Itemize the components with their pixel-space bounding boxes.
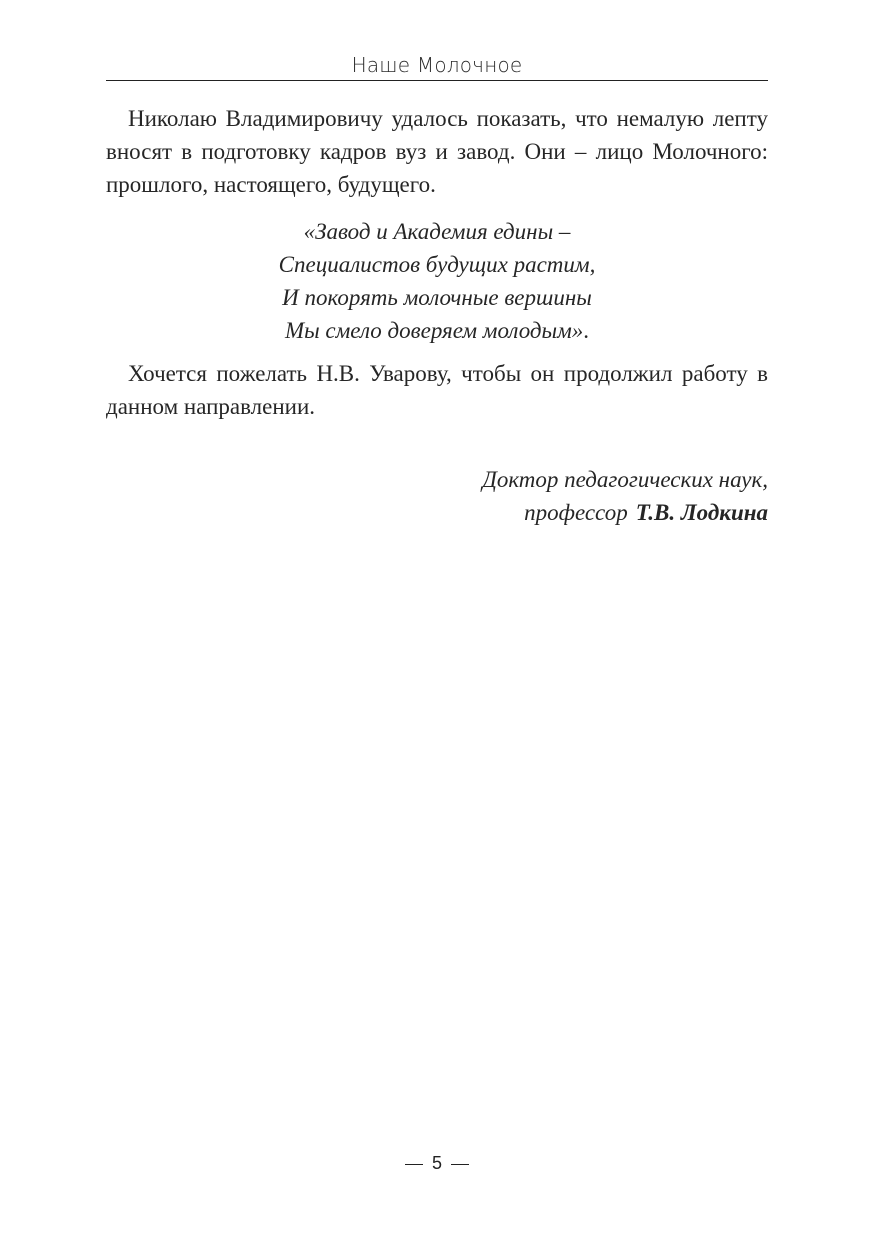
- signature-degree: Доктор педагогических наук,: [482, 467, 768, 492]
- verse-line-2: Специалистов будущих растим,: [278, 252, 596, 277]
- running-title: Наше Молочное: [351, 53, 523, 77]
- paragraph-1: Николаю Владимировичу удалось показать, что немалую лепту вносят в подготовку кадров вуз и завод. Они – лицо Молочного: прошлого, настоящего, будущего.: [106, 106, 768, 197]
- verse-line-4-wrap: [106, 314, 768, 347]
- verse-line-3: И покорять молочные вершины: [282, 285, 592, 310]
- page-number: 5: [431, 1153, 442, 1173]
- body-text: [106, 102, 768, 529]
- signature-block: [106, 463, 768, 529]
- verse-block: [106, 215, 768, 347]
- folio-dash-right: [451, 1164, 469, 1165]
- verse-line-4: Мы смело доверяем молодым»: [284, 318, 584, 343]
- verse-line-4-end: .: [583, 318, 590, 343]
- verse-line-1: «Завод и Академия едины –: [303, 219, 571, 244]
- signature-name: Т.В. Лодкина: [635, 500, 768, 525]
- folio-dash-left: [405, 1164, 423, 1165]
- header-rule: [106, 80, 768, 81]
- page-number-footer: [106, 1150, 768, 1176]
- document-page: [106, 0, 768, 1241]
- signature-title: профессор: [524, 500, 628, 525]
- paragraph-2: Хочется пожелать Н.В. Уварову, чтобы он продолжил работу в данном направлении.: [106, 361, 768, 419]
- signature-title-line: [106, 496, 768, 529]
